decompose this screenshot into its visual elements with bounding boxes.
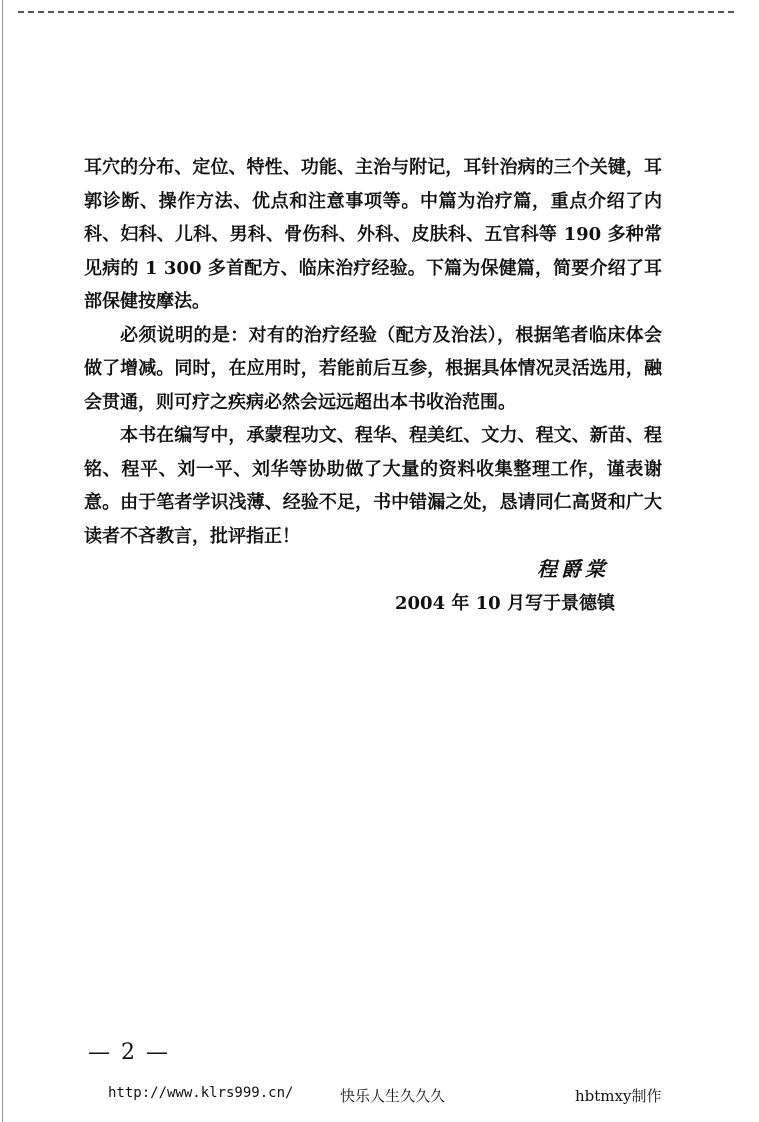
footer-url-link[interactable]: http://www.klrs999.cn/ (108, 1085, 294, 1101)
page-left-edge (2, 0, 3, 1122)
page-number: — 2 — (88, 1040, 170, 1065)
paragraph-2: 必须说明的是：对有的治疗经验（配方及治法），根据笔者临床体会做了增减。同时，在应用时，若能前后互参，根据具体情况灵活选用，融会贯通，则可疗之疾病必然会远远超出本书收治范围。 (84, 324, 662, 413)
header-rule (18, 11, 734, 13)
date-line: 2004 年 10 月写于景德镇 (395, 593, 615, 614)
footer-slogan: 快乐人生久久久 (340, 1087, 446, 1105)
paragraph-1: 耳穴的分布、定位、特性、功能、主治与附记，耳针治病的三个关键，耳郭诊断、操作方法、优点和注意事项等。中篇为治疗篇，重点介绍了内科、妇科、儿科、男科、骨伤科、外科、皮肤科、五官科等 190 多种常见病的 1 300 多首配方、临床治疗经验。下篇为保健篇，简要介绍了耳部保健按摩法。 (84, 157, 662, 312)
body-text (84, 151, 662, 553)
footer (0, 1085, 759, 1109)
paragraph-3: 本书在编写中，承蒙程功文、程华、程美红、文力、程文、新苗、程铭、程平、刘一平、刘华等协助做了大量的资料收集整理工作，谨表谢意。由于笔者学识浅薄、经验不足，书中错漏之处，恳请同仁高贤和广大读者不吝教言，批评指正！ (84, 425, 662, 547)
author-signature: 程爵棠 (537, 557, 609, 581)
footer-maker: hbtmxy制作 (575, 1087, 662, 1105)
